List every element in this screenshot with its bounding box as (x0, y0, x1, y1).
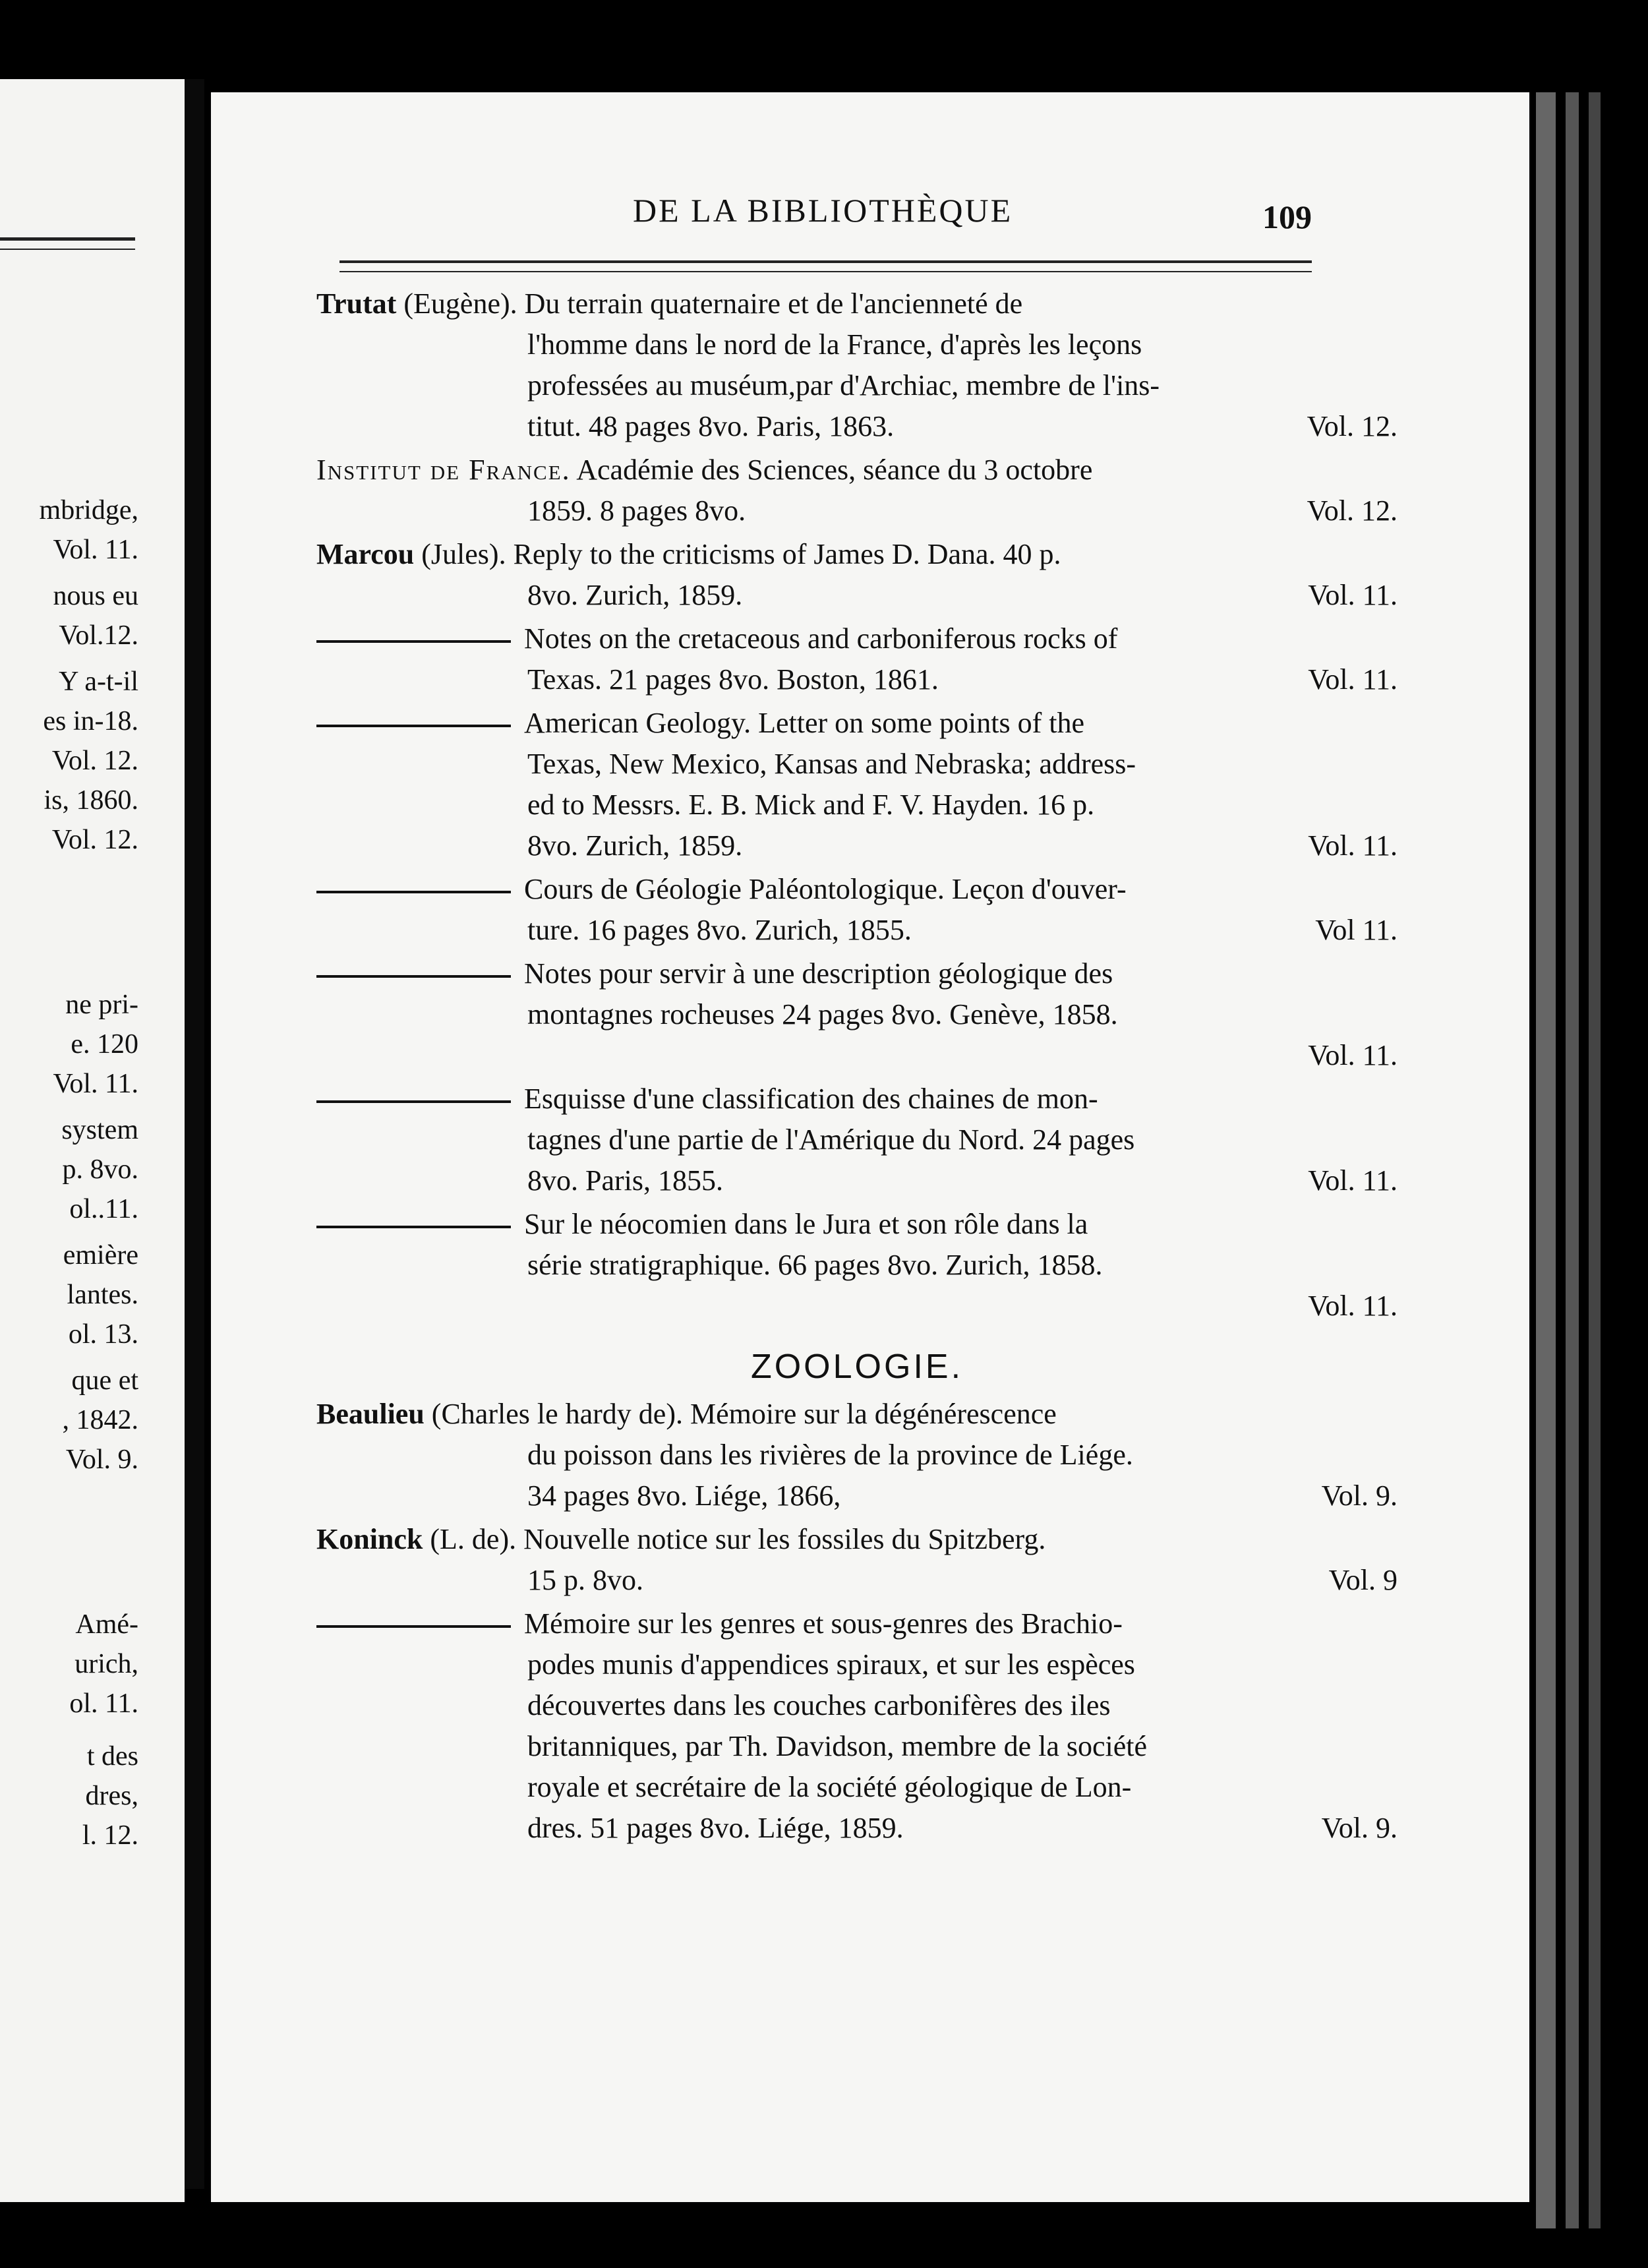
author-name: Beaulieu (316, 1398, 425, 1430)
left-line: ol. 11. (69, 1688, 138, 1719)
catalog-entry (316, 1079, 1398, 1201)
catalog-entry (316, 450, 1398, 531)
page-edge (1536, 92, 1556, 2228)
entry-first-line (316, 618, 1398, 659)
ditto-dash (316, 975, 511, 978)
ditto-dash (316, 725, 511, 727)
volume-ref: Vol. 12. (1307, 494, 1398, 527)
entry-line: du poisson dans les rivières de la province de Liége. (527, 1439, 1133, 1471)
entry-line: ed to Messrs. E. B. Mick and F. V. Hayden. 16 p. (527, 789, 1095, 821)
entry-text: American Geology. Letter on some points of the (524, 707, 1085, 739)
header-rule (339, 260, 1312, 272)
left-line: ne pri- (65, 990, 138, 1020)
catalog-body (316, 284, 1398, 1851)
volume-ref: Vol. 11. (1308, 1290, 1398, 1322)
section-title: ZOOLOGIE. (750, 1348, 964, 1386)
entry-line: 15 p. 8vo. (527, 1564, 643, 1596)
left-line: l. 12. (82, 1820, 138, 1851)
entry-text: (Eugène). Du terrain quaternaire et de l'ancienneté de (396, 287, 1023, 320)
ditto-dash (316, 891, 511, 893)
entry-line: 8vo. Zurich, 1859. (527, 579, 743, 611)
volume-ref: Vol. 9. (1321, 1479, 1398, 1512)
entry-line: Texas. 21 pages 8vo. Boston, 1861. (527, 663, 939, 696)
entry-line: britanniques, par Th. Davidson, membre de la société (527, 1730, 1148, 1762)
left-line: Vol. 12. (51, 746, 138, 776)
ditto-dash (316, 1226, 511, 1228)
catalog-entry (316, 284, 1398, 447)
volume-ref: Vol. 11. (1308, 1164, 1398, 1197)
entry-line: 8vo. Zurich, 1859. (527, 829, 743, 862)
entry-line: dres. 51 pages 8vo. Liége, 1859. (527, 1812, 904, 1844)
ditto-dash (316, 1625, 511, 1628)
entry-first-line (316, 953, 1398, 994)
running-header: DE LA BIBLIOTHÈQUE (633, 192, 1013, 229)
page-edge (1566, 92, 1579, 2228)
catalog-entry (316, 953, 1398, 1076)
entry-first-line (316, 1204, 1398, 1245)
left-line: lantes. (67, 1280, 138, 1310)
entry-line: titut. 48 pages 8vo. Paris, 1863. (527, 410, 895, 442)
entry-line: 8vo. Paris, 1855. (527, 1164, 723, 1197)
volume-ref: Vol. 11. (1308, 1039, 1398, 1071)
catalog-entry (316, 703, 1398, 866)
left-line: mbridge, (39, 495, 138, 525)
entry-text: Esquisse d'une classification des chaines de mon- (524, 1083, 1098, 1115)
left-line: Vol. 11. (53, 1069, 138, 1099)
entry-line: série stratigraphique. 66 pages 8vo. Zurich, 1858. (527, 1249, 1103, 1281)
catalog-entry (316, 618, 1398, 700)
volume-ref: Vol. 9 (1328, 1564, 1398, 1596)
page-edge (1589, 92, 1601, 2228)
left-facing-page (0, 79, 185, 2202)
entry-first-line (316, 1603, 1398, 1644)
left-line: nous eu (53, 581, 138, 611)
volume-ref: Vol. 11. (1308, 579, 1398, 611)
left-line: ol..11. (69, 1194, 138, 1224)
entry-line: royale et secrétaire de la société géologique de Lon- (527, 1771, 1132, 1803)
entry-first-line (316, 284, 1398, 324)
entry-line: découvertes dans les couches carbonifères des iles (527, 1689, 1111, 1721)
volume-ref: Vol. 9. (1321, 1812, 1398, 1844)
catalog-entry (316, 1394, 1398, 1516)
entry-line: 34 pages 8vo. Liége, 1866, (527, 1479, 841, 1512)
left-line: is, 1860. (44, 785, 138, 816)
author-name: Marcou (316, 538, 415, 570)
author-name: Trutat (316, 287, 397, 320)
entry-line: l'homme dans le nord de la France, d'après les leçons (527, 328, 1142, 361)
left-line: , 1842. (62, 1405, 138, 1435)
catalog-entry (316, 1603, 1398, 1849)
left-line: Y a-t-il (59, 667, 138, 697)
entry-first-line (316, 703, 1398, 744)
catalog-entry (316, 1519, 1398, 1601)
entry-text: (Jules). Reply to the criticisms of James D. Dana. 40 p. (414, 538, 1061, 570)
left-line: p. 8vo. (62, 1154, 138, 1185)
author-name: Institut de France. (316, 454, 571, 486)
entry-first-line (316, 450, 1398, 491)
entry-line: Texas, New Mexico, Kansas and Nebraska; address- (527, 748, 1136, 780)
entry-first-line (316, 869, 1398, 910)
volume-ref: Vol 11. (1315, 914, 1398, 946)
ditto-dash (316, 1100, 511, 1103)
volume-ref: Vol. 11. (1308, 829, 1398, 862)
entry-line: 1859. 8 pages 8vo. (527, 494, 746, 527)
entry-first-line (316, 1519, 1398, 1560)
left-line: Vol.12. (59, 620, 138, 651)
left-line: emière (63, 1240, 138, 1270)
left-line: que et (71, 1365, 138, 1396)
entry-line: tagnes d'une partie de l'Amérique du Nord. 24 pages (527, 1123, 1135, 1156)
entry-first-line (316, 534, 1398, 575)
entry-text: (Charles le hardy de). Mémoire sur la dégénérescence (424, 1398, 1057, 1430)
left-line: ol. 13. (68, 1319, 138, 1350)
right-page (211, 92, 1529, 2202)
ditto-dash (316, 640, 511, 643)
entry-text: Notes pour servir à une description géologique des (524, 957, 1113, 990)
left-line: system (61, 1115, 138, 1145)
left-header-rule (0, 237, 135, 250)
volume-ref: Vol. 11. (1308, 663, 1398, 696)
entry-text: Mémoire sur les genres et sous-genres des Brachio- (524, 1607, 1123, 1640)
left-line: t des (86, 1741, 138, 1772)
entry-text: Cours de Géologie Paléontologique. Leçon d'ouver- (524, 873, 1127, 905)
volume-ref: Vol. 12. (1307, 410, 1398, 442)
left-line: Amé- (75, 1609, 138, 1640)
left-line: Vol. 9. (65, 1445, 138, 1475)
entry-text: (L. de). Nouvelle notice sur les fossiles du Spitzberg. (423, 1523, 1046, 1555)
entry-first-line (316, 1079, 1398, 1119)
entry-line: podes munis d'appendices spiraux, et sur les espèces (527, 1648, 1135, 1681)
left-line: dres, (85, 1781, 138, 1811)
left-line: Vol. 11. (53, 535, 138, 565)
catalog-entry (316, 1204, 1398, 1327)
entry-text: Académie des Sciences, séance du 3 octobre (570, 454, 1093, 486)
catalog-entry (316, 534, 1398, 616)
entry-text: Sur le néocomien dans le Jura et son rôle dans la (524, 1208, 1088, 1240)
entry-text: Notes on the cretaceous and carboniferous rocks of (524, 622, 1118, 655)
author-name: Koninck (316, 1523, 423, 1555)
catalog-entry (316, 869, 1398, 951)
entry-first-line (316, 1394, 1398, 1435)
page-number: 109 (1262, 198, 1312, 235)
left-line: urich, (74, 1649, 138, 1679)
left-line: e. 120 (71, 1029, 138, 1059)
left-line: es in-18. (43, 706, 138, 736)
entry-line: ture. 16 pages 8vo. Zurich, 1855. (527, 914, 912, 946)
entry-line: montagnes rocheuses 24 pages 8vo. Genève, 1858. (527, 998, 1118, 1030)
left-line: Vol. 12. (51, 825, 138, 855)
entry-line: professées au muséum,par d'Archiac, membre de l'ins- (527, 369, 1160, 402)
book-gutter (185, 79, 204, 2189)
